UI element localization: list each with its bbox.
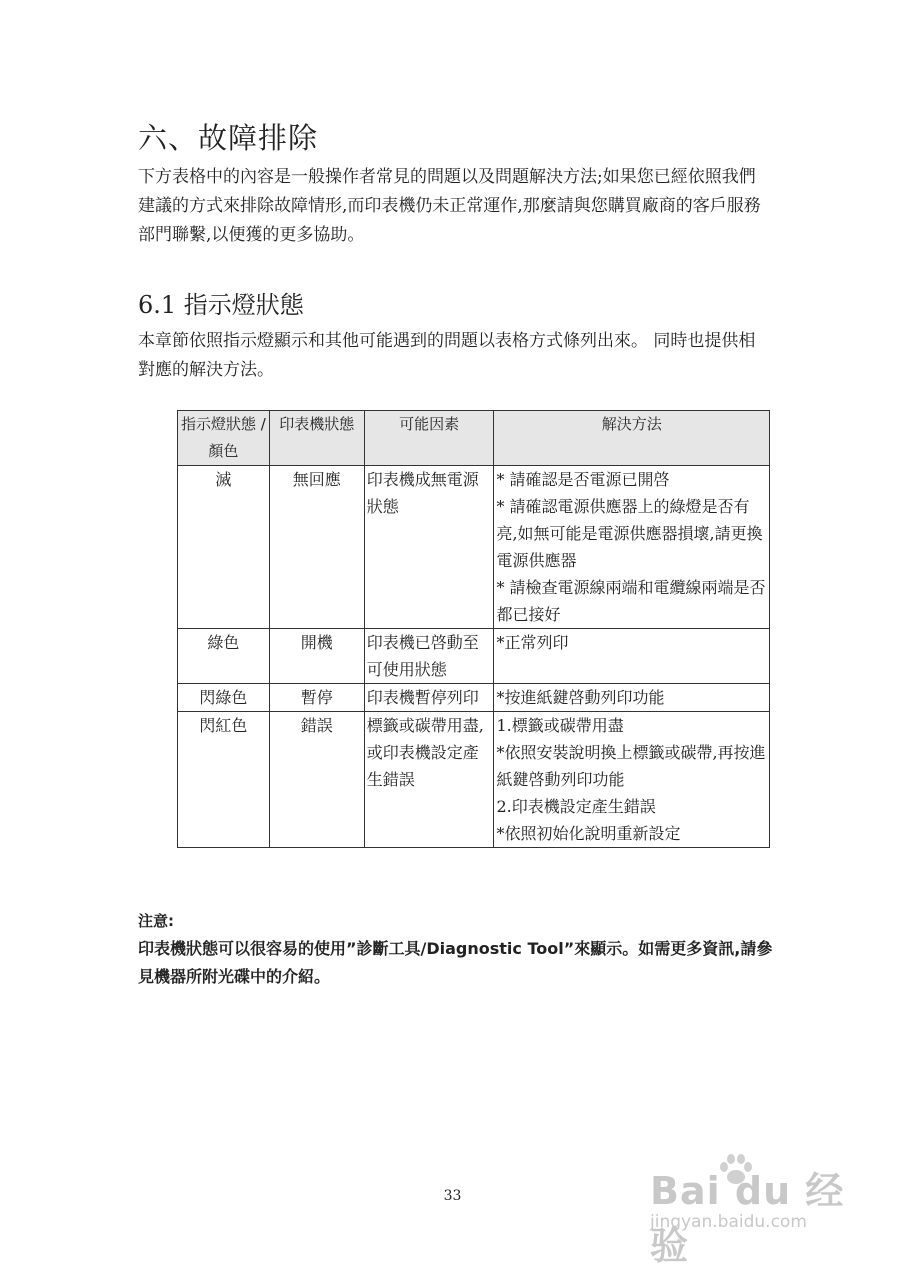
solution-line: * 請確認電源供應器上的綠燈是否有亮,如無可能是電源供應器損壞,請更換電源供應器 xyxy=(496,497,763,570)
note-title: 注意: xyxy=(138,912,174,930)
solution-line: *正常列印 xyxy=(496,633,569,652)
page-number: 33 xyxy=(443,1188,462,1204)
solution-line: 2.印表機設定產生錯誤 xyxy=(496,797,656,816)
watermark-logo: Bai du 经验 xyxy=(650,1169,845,1268)
table-row xyxy=(178,684,770,712)
cell-cause: 印表機已啓動至可使用狀態 xyxy=(364,629,494,684)
solution-line: * 請確認是否電源已開啓 xyxy=(496,470,670,489)
cell-solution xyxy=(494,712,770,848)
section-title: 6.1 指示燈狀態 xyxy=(138,291,304,319)
solution-line: *依照安裝說明換上標籤或碳帶,再按進紙鍵啓動列印功能 xyxy=(496,743,766,789)
note-text: 印表機狀態可以很容易的使用”診斷工具/Diagnostic Tool”來顯示。如需更多資訊,請參見機器所附光碟中的介紹。 xyxy=(138,939,773,986)
header-solution: 解決方法 xyxy=(494,411,770,466)
header-light: 指示燈狀態 / 顏色 xyxy=(178,411,270,466)
watermark-url: jingyan.baidu.com xyxy=(650,1212,807,1232)
solution-line: *按進紙鍵啓動列印功能 xyxy=(496,688,665,707)
solution-line: * 請檢查電源線兩端和電纜線兩端是否都已接好 xyxy=(496,578,766,624)
chapter-heading: 六、故障排除 xyxy=(138,121,319,155)
table-row xyxy=(178,712,770,848)
cell-status: 暫停 xyxy=(269,684,364,712)
cell-light: 閃綠色 xyxy=(178,684,270,712)
cell-solution xyxy=(494,684,770,712)
cell-cause: 標籤或碳帶用盡,或印表機設定產生錯誤 xyxy=(364,712,494,848)
section-description: 本章節依照指示燈顯示和其他可能遇到的問題以表格方式條列出來。 同時也提供相對應的解決方法。 xyxy=(138,331,756,380)
header-status: 印表機狀態 xyxy=(269,411,364,466)
cell-light: 綠色 xyxy=(178,629,270,684)
indicator-status-table xyxy=(177,410,770,848)
cell-solution xyxy=(494,629,770,684)
table-row xyxy=(178,629,770,684)
cell-solution xyxy=(494,466,770,629)
solution-line: 1.標籤或碳帶用盡 xyxy=(496,716,624,735)
cell-cause: 印表機成無電源狀態 xyxy=(364,466,494,629)
cell-status: 無回應 xyxy=(269,466,364,629)
cell-cause: 印表機暫停列印 xyxy=(364,684,494,712)
header-cause: 可能因素 xyxy=(364,411,494,466)
cell-status: 錯誤 xyxy=(269,712,364,848)
solution-line: *依照初始化說明重新設定 xyxy=(496,824,681,843)
cell-status: 開機 xyxy=(269,629,364,684)
table-row xyxy=(178,466,770,629)
table-header-row xyxy=(178,411,770,466)
baidu-watermark xyxy=(640,1150,860,1268)
cell-light: 閃紅色 xyxy=(178,712,270,848)
intro-paragraph: 下方表格中的內容是一般操作者常見的問題以及問題解決方法;如果您已經依照我們建議的方式來排除故障情形,而印表機仍未正常運作,那麼請與您購買廠商的客戶服務部門聯繫,以便獲的更多協助。 xyxy=(138,167,761,245)
cell-light: 滅 xyxy=(178,466,270,629)
